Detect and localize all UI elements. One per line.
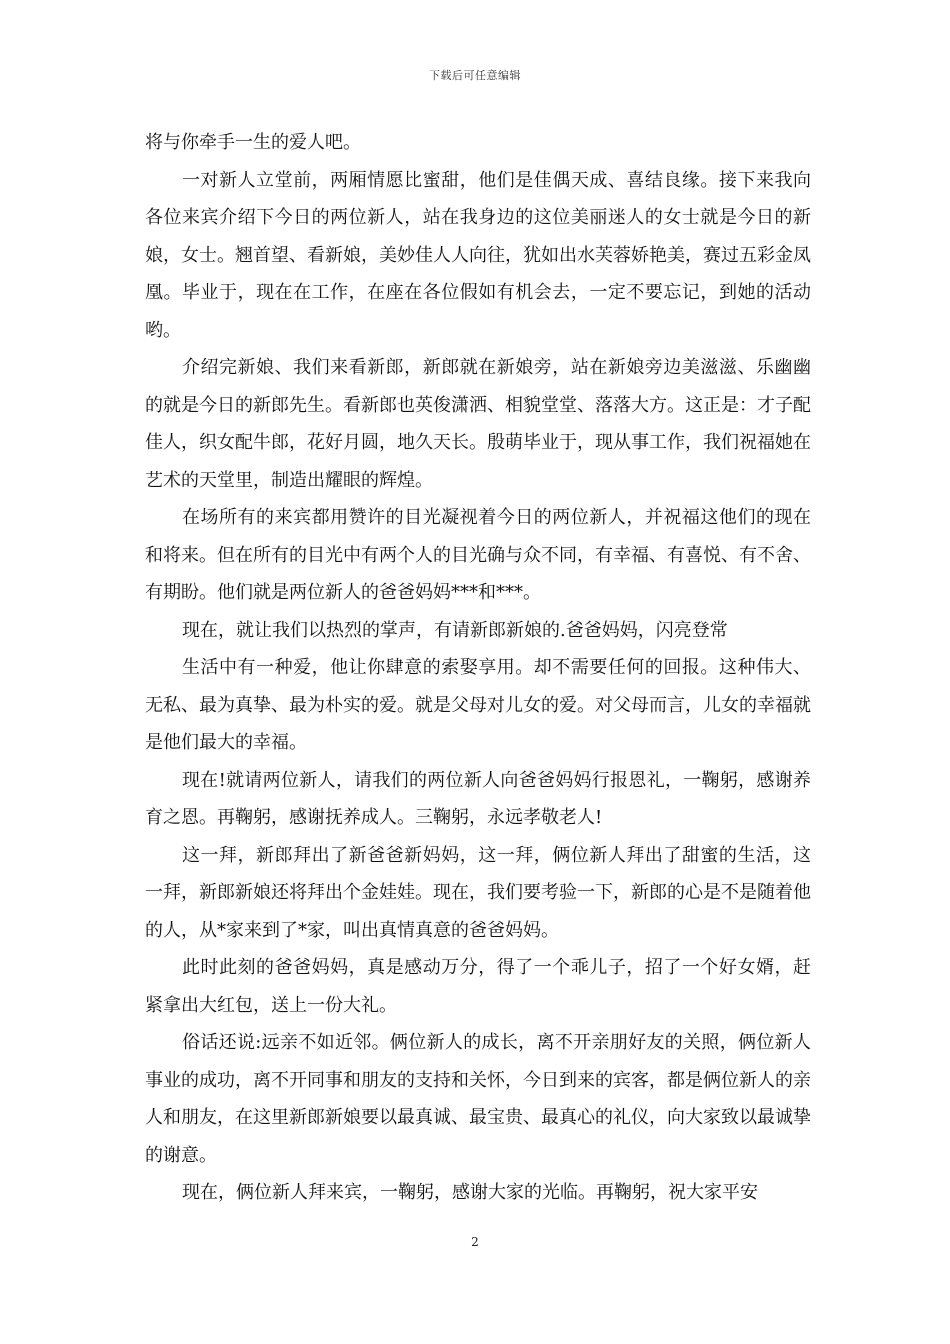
paragraph: 这一拜，新郎拜出了新爸爸新妈妈，这一拜，俩位新人拜出了甜蜜的生活，这一拜，新郎新娘还将拜出个金娃娃。现在，我们要考验一下，新郎的心是不是随着他的人，从*家来到了*家，叫出真情真意的爸爸妈妈。 <box>145 844 811 941</box>
paragraph: 生活中有一种爱，他让你肆意的索娶享用。却不需要任何的回报。这种伟大、无私、最为真挚、最为朴实的爱。就是父母对儿女的爱。对父母而言，儿女的幸福就是他们最大的幸福。 <box>145 657 811 753</box>
paragraph: 在场所有的来宾都用赞许的目光凝视着今日的两位新人，并祝福这他们的现在和将来。但在所有的目光中有两个人的目光确与众不同，有幸福、有喜悦、有不舍、有期盼。他们就是两位新人的爸爸妈妈***和***。 <box>145 507 811 603</box>
page-number: 2 <box>471 1235 479 1249</box>
paragraph: 将与你牵手一生的爱人吧。 <box>145 132 361 153</box>
document-body <box>145 124 811 1212</box>
paragraph: 一对新人立堂前，两厢情愿比蜜甜，他们是佳偶天成、喜结良缘。接下来我向各位来宾介绍下今日的两位新人，站在我身边的这位美丽迷人的女士就是今日的新娘，女士。翘首望、看新娘，美妙佳人人向往，犹如出水芙蓉娇艳美，赛过五彩金凤凰。毕业于，现在在工作，在座在各位假如有机会去，一定不要忘记，到她的活动哟。 <box>145 169 811 341</box>
paragraph: 此时此刻的爸爸妈妈，真是感动万分，得了一个乖儿子，招了一个好女婿，赶紧拿出大红包，送上一份大礼。 <box>145 957 811 1016</box>
paragraph: 现在!就请两位新人，请我们的两位新人向爸爸妈妈行报恩礼，一鞠躬，感谢养育之恩。再鞠躬，感谢抚养成人。三鞠躬，永远孝敬老人! <box>145 769 811 828</box>
paragraph: 现在，就让我们以热烈的掌声，有请新郎新娘的.爸爸妈妈，闪亮登常 <box>182 619 728 641</box>
paragraph: 俗话还说:远亲不如近邻。俩位新人的成长，离不开亲朋好友的关照，俩位新人事业的成功，离不开同事和朋友的支持和关怀，今日到来的宾客，都是俩位新人的亲人和朋友，在这里新郎新娘要以最真诚、最宝贵、最真心的礼仪，向大家致以最诚挚的谢意。 <box>145 1032 811 1166</box>
page-header: 下载后可任意编辑 <box>429 69 521 82</box>
paragraph: 介绍完新娘、我们来看新郎，新郎就在新娘旁，站在新娘旁边美滋滋、乐幽幽的就是今日的新郎先生。看新郎也英俊潇洒、相貌堂堂、落落大方。这正是：才子配佳人，织女配牛郎，花好月圆，地久天长。殷萌毕业于，现从事工作，我们祝福她在艺术的天堂里，制造出耀眼的辉煌。 <box>145 357 811 491</box>
paragraph: 现在，俩位新人拜来宾，一鞠躬，感谢大家的光临。再鞠躬，祝大家平安 <box>182 1182 758 1203</box>
